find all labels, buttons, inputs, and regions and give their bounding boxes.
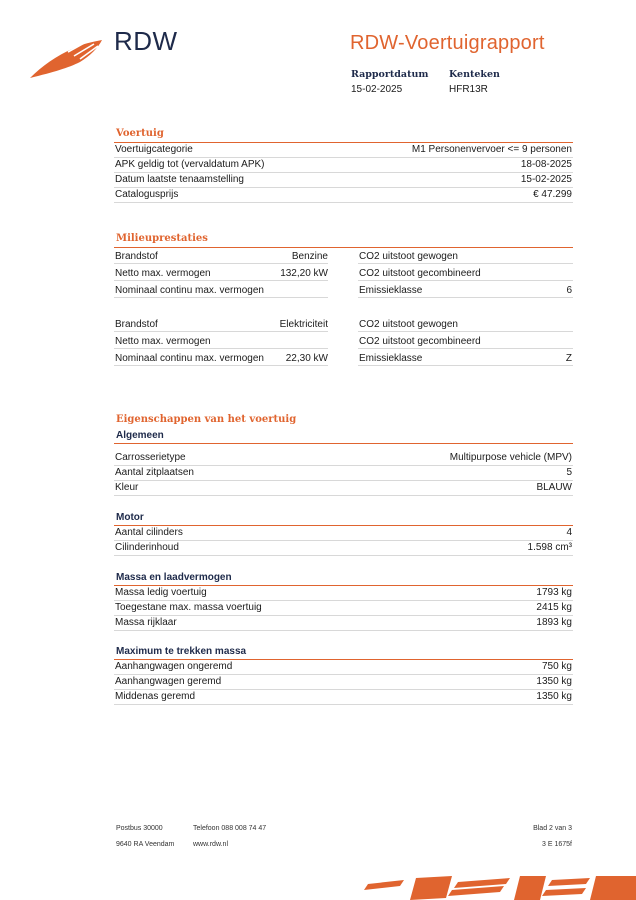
row-label: Nominaal continu max. vermogen [115,285,264,296]
row-label: Massa ledig voertuig [115,587,207,598]
row-label: Carrosserietype [115,452,186,463]
row-value: 4 [566,527,572,538]
row-value: 1.598 cm³ [527,542,572,553]
row-label-2: CO2 uitstoot gecombineerd [359,268,481,279]
row-label-2: Emissieklasse [359,353,423,364]
row-label: Kleur [115,482,139,493]
row-value: 2415 kg [536,602,572,613]
table-row [114,157,573,173]
table-row [114,659,573,675]
table-row [114,142,573,158]
subsection-motor-title: Motor [116,512,144,523]
table-row [114,187,573,203]
row-value: 1350 kg [536,676,572,687]
table-row [114,585,573,601]
row-value: M1 Personenvervoer <= 9 personen [411,144,572,155]
row-value: 132,20 kW [280,268,328,279]
row-label-2: CO2 uitstoot gecombineerd [359,336,481,347]
row-value: 1793 kg [536,587,572,598]
table-row [114,689,573,705]
row-label-2: CO2 uitstoot gewogen [359,251,458,262]
rdw-logo-icon [28,38,104,80]
row-label-2: Emissieklasse [359,285,423,296]
footer-phone: Telefoon 088 008 74 47 [193,825,267,832]
row-value-2: Z [565,353,572,364]
row-label: Voertuigcategorie [115,144,193,155]
row-label-2: CO2 uitstoot gewogen [359,319,458,330]
table-row [114,465,573,481]
row-value: BLAUW [536,482,572,493]
milieu-row [114,333,573,349]
section-eigenschappen-title: Eigenschappen van het voertuig [116,414,297,425]
milieu-row [114,350,573,366]
footer-web-link[interactable]: www.rdw.nl [193,841,229,848]
report-title: RDW-Voertuigrapport [350,32,545,54]
row-value: Benzine [291,251,328,262]
row-value: 1893 kg [536,617,572,628]
milieu-row [114,316,573,332]
plate-value: HFR13R [449,84,488,95]
row-label: Brandstof [115,319,158,330]
row-label: Catalogusprijs [115,189,179,200]
row-value: 15-02-2025 [520,174,572,185]
row-value: 750 kg [541,661,572,672]
row-label: Aantal cilinders [115,527,183,538]
report-date: 15-02-2025 [351,84,403,95]
table-row [114,450,573,466]
milieu-row [114,265,573,281]
row-label: Nominaal continu max. vermogen [115,353,264,364]
footer-address: 9640 RA Veendam [116,841,175,848]
subsection-divider [114,443,573,444]
table-row [114,600,573,616]
row-value: 22,30 kW [285,353,328,364]
subsection-algemeen-title: Algemeen [116,430,164,441]
footer-page-number: Blad 2 van 3 [533,825,572,832]
row-value: 18-08-2025 [520,159,572,170]
row-value: € 47.299 [533,189,572,200]
row-label: Netto max. vermogen [115,268,211,279]
row-label: Massa rijklaar [115,617,177,628]
row-label: Netto max. vermogen [115,336,211,347]
footer-postbus: Postbus 30000 [116,825,163,832]
row-label: Cilinderinhoud [115,542,179,553]
table-row [114,480,573,496]
logo-text: RDW [114,26,178,56]
milieu-row [114,248,573,264]
row-value: Elektriciteit [279,319,328,330]
section-voertuig-title: Voertuig [116,128,164,139]
row-value: 5 [566,467,572,478]
table-row [114,540,573,556]
row-label: Aanhangwagen geremd [115,676,222,687]
row-label: Toegestane max. massa voertuig [115,602,262,613]
row-label: Middenas geremd [115,691,196,702]
section-milieu-title: Milieuprestaties [116,233,208,244]
table-row [114,172,573,188]
row-label: Datum laatste tenaamstelling [115,174,244,185]
plate-label: Kenteken [449,69,500,80]
row-label: Aantal zitplaatsen [115,467,194,478]
table-row [114,674,573,690]
row-value: 1350 kg [536,691,572,702]
milieu-row [114,282,573,298]
footer-doc-code: 3 E 1675f [542,841,572,848]
table-row [114,615,573,631]
table-row [114,525,573,541]
subsection-trekken-title: Maximum te trekken massa [116,646,247,657]
report-date-label: Rapportdatum [351,69,429,80]
row-label: Brandstof [115,251,158,262]
row-label: APK geldig tot (vervaldatum APK) [115,159,265,170]
subsection-massa-title: Massa en laadvermogen [116,572,232,583]
row-label: Aanhangwagen ongeremd [115,661,233,672]
decorative-stripes-icon [360,876,636,900]
row-value: Multipurpose vehicle (MPV) [449,452,572,463]
row-value-2: 6 [566,285,572,296]
